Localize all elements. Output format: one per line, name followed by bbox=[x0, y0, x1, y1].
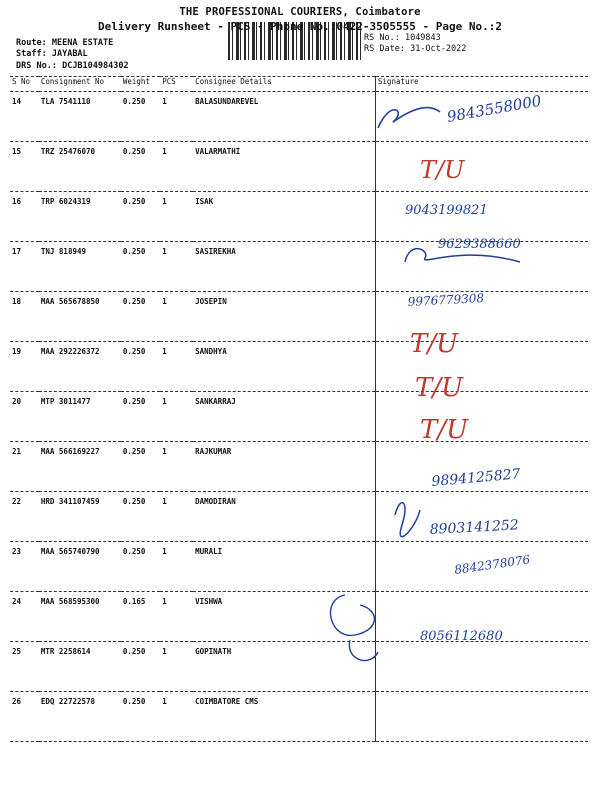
row-pcs: 1 bbox=[160, 242, 193, 292]
row-signature-cell bbox=[375, 442, 588, 492]
col-header-weight: Weight bbox=[121, 77, 160, 92]
table-body bbox=[10, 92, 588, 742]
table-row bbox=[10, 142, 588, 192]
row-signature-cell bbox=[375, 542, 588, 592]
table-row bbox=[10, 92, 588, 142]
row-sno: 25 bbox=[10, 642, 39, 692]
row-consignee: BALASUNDAREVEL bbox=[193, 92, 375, 142]
row-sno: 15 bbox=[10, 142, 39, 192]
row-sno: 23 bbox=[10, 542, 39, 592]
row-signature-cell bbox=[375, 342, 588, 392]
phone-note-18: 9976779308 bbox=[407, 291, 485, 309]
row-consignee: COIMBATORE CMS bbox=[193, 692, 375, 742]
col-header-consignment: Consignment No bbox=[39, 77, 121, 92]
row-consignment-no: HRD 341107459 bbox=[39, 492, 121, 542]
drs-label: DRS No.: bbox=[16, 61, 57, 71]
row-signature-cell bbox=[375, 392, 588, 442]
row-signature-cell bbox=[375, 692, 588, 742]
row-pcs: 1 bbox=[160, 692, 193, 742]
row-consignee: GOPINATH bbox=[193, 642, 375, 692]
row-pcs: 1 bbox=[160, 92, 193, 142]
row-pcs: 1 bbox=[160, 642, 193, 692]
table-row bbox=[10, 692, 588, 742]
row-consignment-no: MTP 3011477 bbox=[39, 392, 121, 442]
tu-mark-21: T/U bbox=[420, 415, 469, 445]
row-consignment-no: MAA 568595300 bbox=[39, 592, 121, 642]
phone-note-14: 9843558000 bbox=[445, 91, 543, 126]
row-pcs: 1 bbox=[160, 492, 193, 542]
row-pcs: 1 bbox=[160, 192, 193, 242]
table-header-row bbox=[10, 77, 588, 92]
row-consignment-no: TRP 6024319 bbox=[39, 192, 121, 242]
row-weight: 0.250 bbox=[121, 542, 160, 592]
row-signature-cell bbox=[375, 192, 588, 242]
rs-date-label: RS Date: bbox=[364, 44, 405, 54]
row-sno: 20 bbox=[10, 392, 39, 442]
phone-note-26: 8056112680 bbox=[420, 629, 503, 644]
row-signature-cell bbox=[375, 292, 588, 342]
row-signature-cell bbox=[375, 242, 588, 292]
row-pcs: 1 bbox=[160, 392, 193, 442]
row-consignment-no: MTR 2258614 bbox=[39, 642, 121, 692]
table-row bbox=[10, 192, 588, 242]
rs-date-value: 31-Oct-2022 bbox=[410, 44, 467, 54]
route-value: MEENA ESTATE bbox=[51, 38, 114, 48]
row-consignee: SANKARRAJ bbox=[193, 392, 375, 442]
drs-field bbox=[16, 61, 129, 71]
tu-mark-19: T/U bbox=[410, 329, 459, 359]
row-consignment-no: TNJ 818949 bbox=[39, 242, 121, 292]
row-weight: 0.250 bbox=[121, 242, 160, 292]
runsheet-title: Delivery Runsheet - PCS - Phone No.:0422-3505555 - Page No.:2 bbox=[98, 20, 502, 33]
phone-note-17: 9629388660 bbox=[438, 237, 521, 252]
table-row bbox=[10, 392, 588, 442]
staff-value: JAYABAL bbox=[51, 49, 88, 59]
company-title: THE PROFESSIONAL COURIERS, Coimbatore bbox=[179, 6, 421, 18]
col-header-pcs: PCS bbox=[160, 77, 193, 92]
route-label: Route: bbox=[16, 38, 47, 48]
table-row bbox=[10, 592, 588, 642]
row-consignee: VISHWA bbox=[193, 592, 375, 642]
row-pcs: 1 bbox=[160, 542, 193, 592]
row-weight: 0.250 bbox=[121, 392, 160, 442]
table-row bbox=[10, 342, 588, 392]
row-pcs: 1 bbox=[160, 292, 193, 342]
row-signature-cell bbox=[375, 92, 588, 142]
col-header-sno: S No bbox=[10, 77, 39, 92]
row-weight: 0.250 bbox=[121, 342, 160, 392]
phone-note-16: 9043199821 bbox=[405, 203, 488, 218]
table-row bbox=[10, 492, 588, 542]
table-row bbox=[10, 442, 588, 492]
phone-note-22: 9894125827 bbox=[430, 466, 522, 490]
row-consignment-no: TRZ 25476070 bbox=[39, 142, 121, 192]
phone-note-24: 8842378076 bbox=[453, 552, 532, 577]
row-sno: 24 bbox=[10, 592, 39, 642]
row-weight: 0.250 bbox=[121, 492, 160, 542]
row-sno: 14 bbox=[10, 92, 39, 142]
row-weight: 0.250 bbox=[121, 192, 160, 242]
table-row bbox=[10, 242, 588, 292]
phone-note-23: 8903141252 bbox=[429, 517, 520, 538]
row-signature-cell bbox=[375, 492, 588, 542]
row-sno: 16 bbox=[10, 192, 39, 242]
row-consignee: SANDHYA bbox=[193, 342, 375, 392]
row-pcs: 1 bbox=[160, 342, 193, 392]
row-consignee: VALARMATHI bbox=[193, 142, 375, 192]
runsheet-table bbox=[10, 76, 588, 742]
row-sno: 21 bbox=[10, 442, 39, 492]
drs-value: DCJB104984302 bbox=[62, 61, 129, 71]
row-signature-cell bbox=[375, 142, 588, 192]
row-weight: 0.165 bbox=[121, 592, 160, 642]
table-row bbox=[10, 642, 588, 692]
row-consignment-no: MAA 565740790 bbox=[39, 542, 121, 592]
row-sno: 18 bbox=[10, 292, 39, 342]
tu-mark-15: T/U bbox=[420, 156, 465, 184]
row-weight: 0.250 bbox=[121, 92, 160, 142]
staff-label: Staff: bbox=[16, 49, 47, 59]
row-consignment-no: MAA 566169227 bbox=[39, 442, 121, 492]
row-sno: 17 bbox=[10, 242, 39, 292]
table-row bbox=[10, 292, 588, 342]
row-weight: 0.250 bbox=[121, 292, 160, 342]
row-sno: 19 bbox=[10, 342, 39, 392]
row-consignment-no: MAA 565678850 bbox=[39, 292, 121, 342]
staff-field bbox=[16, 49, 88, 59]
row-consignee: DAMODIRAN bbox=[193, 492, 375, 542]
row-consignment-no: EDQ 22722578 bbox=[39, 692, 121, 742]
row-consignment-no: TLA 7541110 bbox=[39, 92, 121, 142]
row-consignee: SASIREKHA bbox=[193, 242, 375, 292]
table-row bbox=[10, 542, 588, 592]
col-header-consignee: Consignee Details bbox=[193, 77, 375, 92]
row-pcs: 1 bbox=[160, 592, 193, 642]
row-signature-cell bbox=[375, 592, 588, 642]
tu-mark-20: T/U bbox=[415, 373, 464, 403]
row-consignee: ISAK bbox=[193, 192, 375, 242]
row-pcs: 1 bbox=[160, 142, 193, 192]
row-sno: 26 bbox=[10, 692, 39, 742]
row-signature-cell bbox=[375, 642, 588, 692]
rs-no-label: RS No.: bbox=[364, 33, 400, 43]
row-pcs: 1 bbox=[160, 442, 193, 492]
row-consignee: JOSEPIN bbox=[193, 292, 375, 342]
row-sno: 22 bbox=[10, 492, 39, 542]
row-consignment-no: MAA 292226372 bbox=[39, 342, 121, 392]
rs-no-value: 1049843 bbox=[404, 33, 441, 43]
col-header-signature: Signature bbox=[375, 77, 588, 92]
row-weight: 0.250 bbox=[121, 642, 160, 692]
row-weight: 0.250 bbox=[121, 692, 160, 742]
rs-no-field bbox=[364, 33, 441, 43]
row-weight: 0.250 bbox=[121, 442, 160, 492]
rs-date-field bbox=[364, 44, 466, 54]
row-consignee: MURALI bbox=[193, 542, 375, 592]
row-consignee: RAJKUMAR bbox=[193, 442, 375, 492]
route-field bbox=[16, 38, 113, 48]
row-weight: 0.250 bbox=[121, 142, 160, 192]
